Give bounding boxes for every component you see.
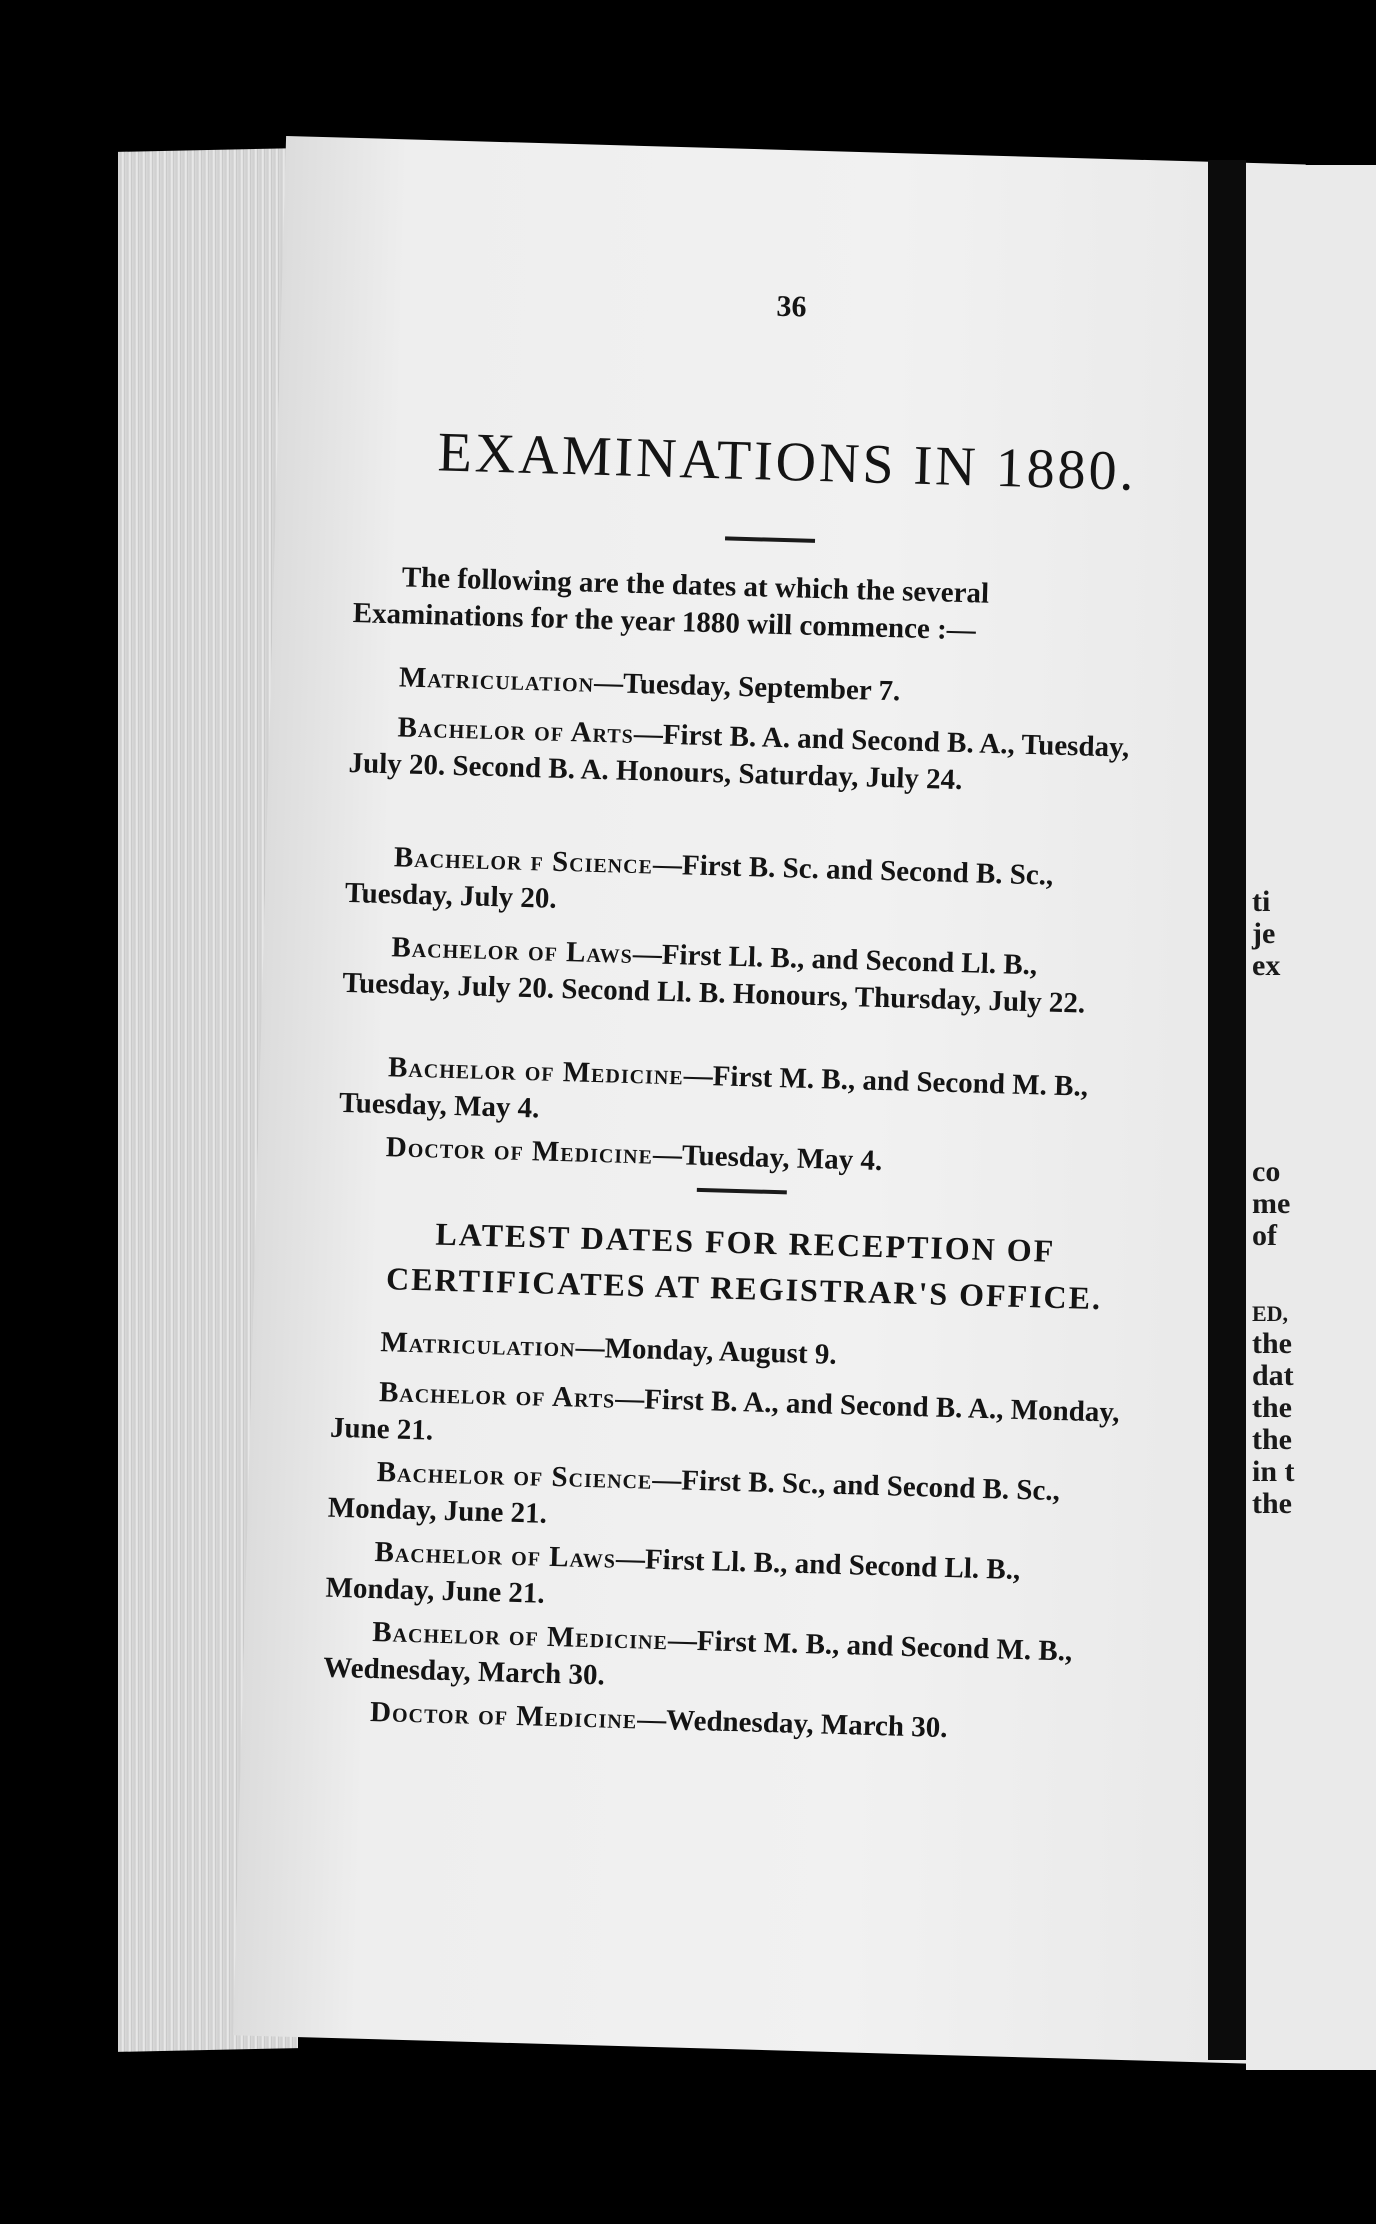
adjacent-page <box>1246 165 1376 2070</box>
exam-date: —First B. Sc. and Second B. Sc., Tuesday, July 20. <box>344 848 1054 915</box>
title-divider <box>725 536 815 543</box>
certificate-date: —First M. B., and Second M. B., Wednesday, March 30. <box>322 1624 1073 1692</box>
adjacent-page-fragment: ED, <box>1252 1301 1289 1326</box>
book-page <box>233 136 1306 2064</box>
exam-date: —First M. B., and Second M. B., Tuesday, May 4. <box>338 1059 1089 1125</box>
exam-entry <box>344 838 1146 934</box>
certificate-entry <box>327 1453 1129 1549</box>
exam-entry <box>342 928 1144 1024</box>
exam-entry <box>351 658 1152 717</box>
exam-date: —First Ll. B., and Second Ll. B., Tuesday, July 20. Second Ll. B. Honours, Thursday, July 22. <box>342 937 1086 1020</box>
certificate-head: Bachelor of Laws <box>374 1536 617 1575</box>
exam-head: Bachelor f Science <box>393 841 654 881</box>
adjacent-page-fragment: the <box>1252 1487 1292 1520</box>
exam-entry <box>339 1048 1141 1144</box>
exam-date: —Tuesday, September 7. <box>593 666 901 708</box>
exam-head: Doctor of Medicine <box>385 1131 654 1171</box>
adjacent-page-fragment: co <box>1252 1155 1281 1188</box>
adjacent-page-fragment: me <box>1252 1187 1291 1220</box>
adjacent-page-fragment: of <box>1252 1219 1277 1252</box>
adjacent-page-fragment: the <box>1252 1423 1292 1456</box>
certificate-date: —First Ll. B., and Second Ll. B., Monday, June 21. <box>325 1542 1021 1610</box>
adjacent-page-fragment: ex <box>1252 949 1281 982</box>
exam-date: —First B. A. and Second B. A., Tuesday, July 20. Second B. A. Honours, Saturday, July 24. <box>348 717 1130 797</box>
adjacent-page-fragment: in t <box>1252 1455 1295 1488</box>
exam-head: Bachelor of Medicine <box>387 1051 685 1092</box>
certificate-entry <box>323 1613 1125 1709</box>
section-divider <box>697 1188 787 1195</box>
intro-paragraph: The following are the dates at which the several Examinations for the year 1880 will commence :— <box>352 561 990 647</box>
exam-entry <box>348 708 1150 804</box>
certificate-head: Bachelor of Medicine <box>371 1615 669 1657</box>
certificate-head: Doctor of Medicine <box>369 1695 638 1736</box>
certificate-date: —Wednesday, March 30. <box>636 1703 948 1745</box>
certificate-head: Bachelor of Science <box>376 1456 653 1496</box>
certificate-entry <box>330 1373 1132 1469</box>
certificate-date: —First B. Sc., and Second B. Sc., Monday, June 21. <box>327 1463 1061 1530</box>
exam-head: Bachelor of Laws <box>391 931 634 970</box>
page-title: EXAMINATIONS IN 1880. <box>436 421 1138 503</box>
certificate-entry <box>332 1323 1133 1382</box>
section-heading: LATEST DATES FOR RECEPTION OF CERTIFICATES AT REGISTRAR'S OFFICE. <box>385 1215 1103 1317</box>
book-gutter <box>1208 160 1246 2060</box>
exam-head: Bachelor of Arts <box>397 711 635 750</box>
certificate-head: Matriculation <box>380 1326 577 1364</box>
adjacent-page-fragment: dat <box>1252 1359 1294 1392</box>
adjacent-page-fragment: je <box>1252 917 1276 950</box>
adjacent-page-fragment: the <box>1252 1327 1292 1360</box>
certificate-date: —Monday, August 9. <box>575 1331 838 1371</box>
adjacent-page-fragment: ti <box>1252 885 1271 918</box>
certificate-date: —First B. A., and Second B. A., Monday, June 21. <box>329 1382 1120 1447</box>
adjacent-page-fragment: the <box>1252 1391 1292 1424</box>
certificate-head: Bachelor of Arts <box>378 1376 616 1415</box>
exam-date: —Tuesday, May 4. <box>652 1138 883 1178</box>
exam-head: Matriculation <box>398 661 595 699</box>
page-number: 36 <box>776 289 808 324</box>
certificate-entry <box>325 1533 1127 1629</box>
